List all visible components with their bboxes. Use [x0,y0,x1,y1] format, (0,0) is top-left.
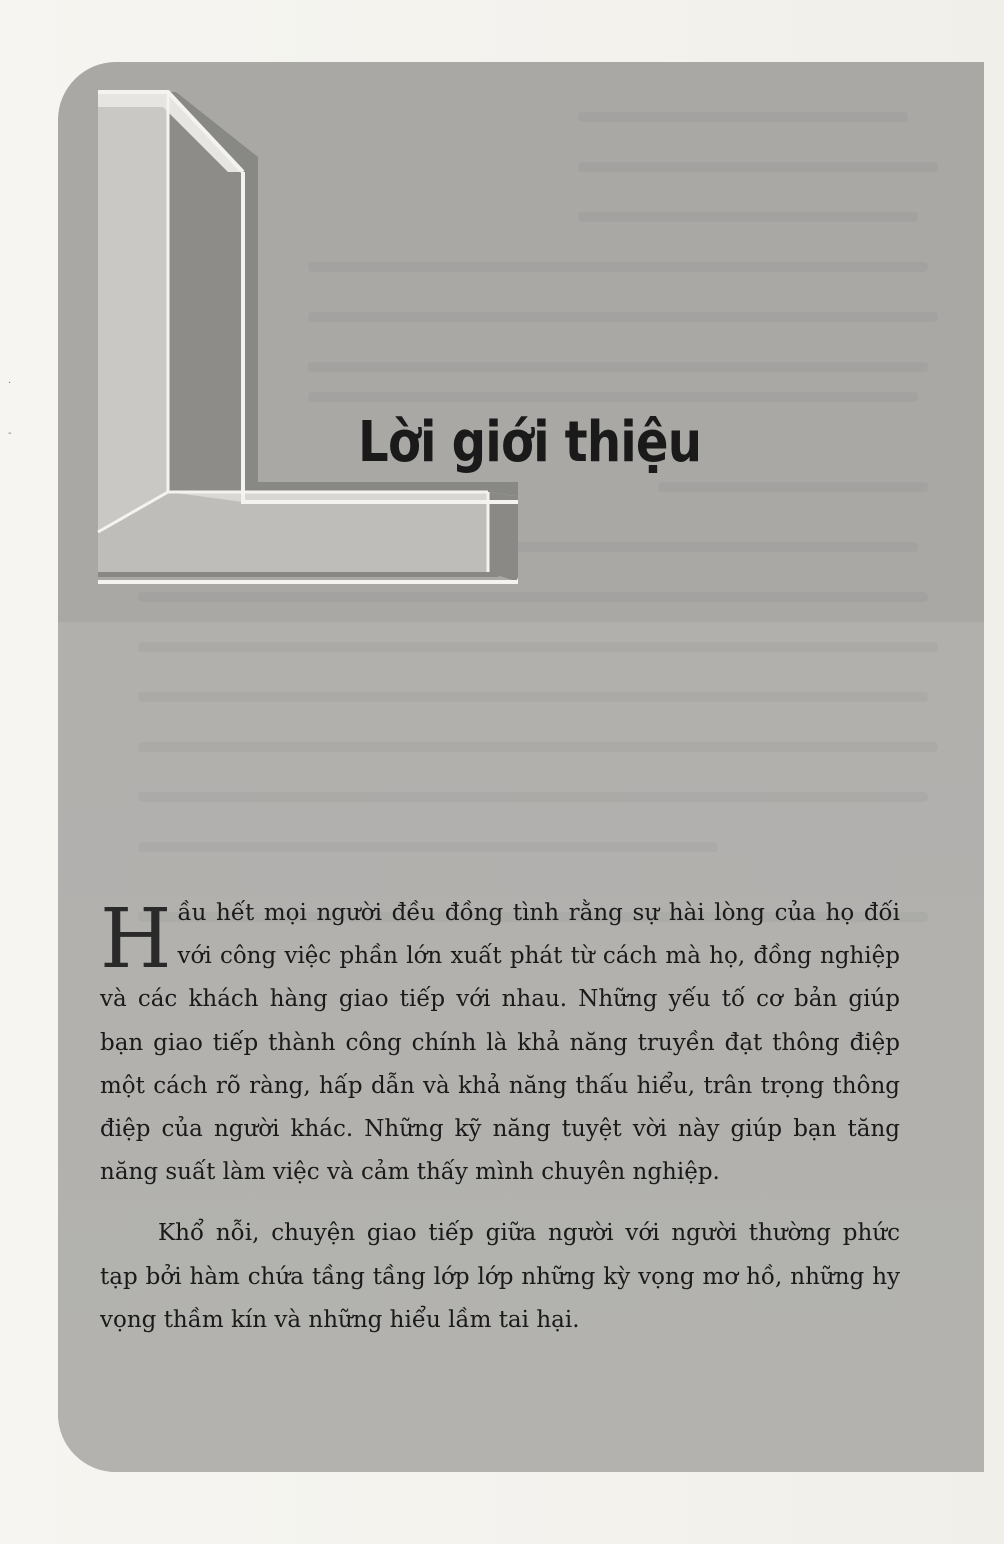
chapter-initial-L [58,62,518,602]
margin-mark: - [8,428,12,439]
body-text [100,892,900,1342]
paragraph-1 [100,892,900,1194]
chapter-title: Lời giới thiệu [358,410,702,475]
paragraph-2: Khổ nỗi, chuyện giao tiếp giữa người với người thường phức tạp bởi hàm chứa tầng tầng lớp lớp những kỳ vọng mơ hồ, những hy vọng thầm kín và những hiểu lầm tai hại. [100,1220,900,1333]
drop-cap: H [100,892,172,987]
paragraph-1-text: ầu hết mọi người đều đồng tình rằng sự hài lòng của họ đối với công việc phần lớn xuất phát từ cách mà họ, đồng nghiệp và các khách hàng giao tiếp với nhau. Những yếu tố cơ bản giúp bạn giao tiếp thành công chính là khả năng truyền đạt thông điệp một cách rõ ràng, hấp dẫn và khả năng thấu hiểu, trân trọng thông điệp của người khác. Những kỹ năng tuyệt vời này giúp bạn tăng năng suất làm việc và cảm thấy mình chuyên nghiệp. [100,900,900,1186]
margin-mark: · [8,378,12,389]
